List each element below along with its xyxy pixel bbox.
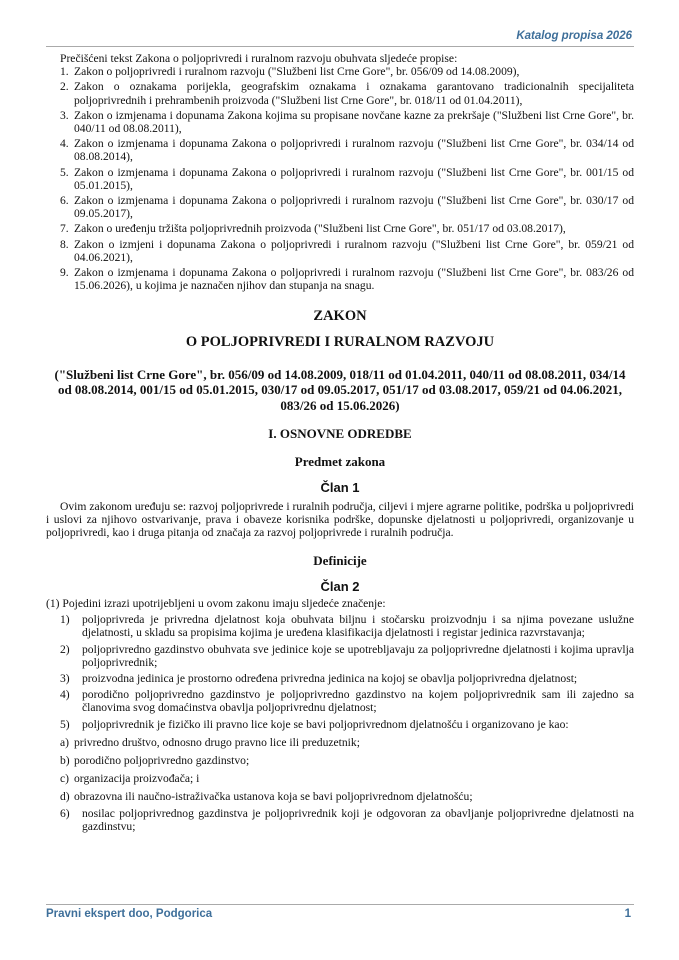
amendment-item-text: Zakon o izmjenama i dopunama Zakona o poljoprivredi i ruralnom razvoju ("Službeni list Crne Gore", br. 030/17 od 09.05.2017), xyxy=(74,194,634,221)
definition-item xyxy=(46,643,634,669)
definition-item-number: 6) xyxy=(60,806,70,820)
page-header xyxy=(46,30,634,47)
footer-divider xyxy=(46,904,634,905)
page-number: 1 xyxy=(624,908,631,920)
amendment-item-number: 9. xyxy=(60,266,69,280)
definition-item-text: proizvodna jedinica je prostorno određena privredna jedinica na kojoj se obavlja poljoprivredna djelatnost; xyxy=(82,672,578,685)
amendment-item xyxy=(46,166,634,192)
sub-item xyxy=(46,736,634,749)
definition-item-text: nosilac poljoprivrednog gazdinstva je poljoprivrednik koji je odgovoran za obavljanje poljoprivredne djelatnosti na gazdinstvu; xyxy=(82,806,634,833)
sub-item-number: d) xyxy=(60,790,70,804)
definition-item-text: poljoprivrednik je fizičko ili pravno lice koje se bavi poljoprivrednom djelatnošću i organizovano je kao: xyxy=(82,717,569,731)
definition-item xyxy=(46,672,634,685)
article-1-text: Ovim zakonom uređuju se: razvoj poljoprivrede i ruralnih područja, ciljevi i mjere agrarne politike, podrška u poljoprivredi i uslovi za njihovo ostvarivanje, prava i obaveze korisnika podrške, dopunske djelatnosti u poljoprivredi, organizovanje u poljoprivredi, kao i druga pitanja od značaja za razvoj poljoprivrede i ruralnih područja. xyxy=(46,499,634,540)
amendment-item xyxy=(46,222,634,235)
amendment-item-number: 8. xyxy=(60,237,69,251)
definition-item-text: poljoprivredno gazdinstvo obuhvata sve jedinice koje se upotrebljavaju za poljoprivredne djelatnosti i kojima upravlja poljoprivrednik; xyxy=(82,642,634,669)
amendment-item-number: 2. xyxy=(60,80,69,94)
sub-item-list xyxy=(46,736,634,804)
amendment-item-text: Zakon o oznakama porijekla, geografskim oznakama i oznakama garantovano tradicionalnih specijaliteta poljoprivrednih i prehrambenih proizvoda ("Službeni list Crne Gore", br. 018/11 od 01.04.2011), xyxy=(74,80,634,107)
amendment-item-number: 4. xyxy=(60,137,69,151)
law-title: O POLJOPRIVREDI I RURALNOM RAZVOJU xyxy=(185,333,495,350)
definition-item-number: 3) xyxy=(60,672,70,685)
amendment-item-text: Zakon o uređenju tržišta poljoprivrednih proizvoda ("Službeni list Crne Gore", br. 051/17 od 03.08.2017), xyxy=(74,222,566,236)
amendment-item-number: 7. xyxy=(60,222,69,236)
sub-item-text: organizacija proizvođača; i xyxy=(74,772,200,786)
definition-item xyxy=(46,613,634,639)
definition-item-number: 1) xyxy=(60,613,70,627)
amendment-list xyxy=(46,65,634,292)
amendment-item xyxy=(46,80,634,106)
definition-item xyxy=(46,688,634,714)
amendment-item xyxy=(46,65,634,78)
amendment-item xyxy=(46,238,634,264)
sub-item-number: b) xyxy=(60,754,70,768)
sub-item-text: obrazovna ili naučno-istraživačka ustanova koja se bavi poljoprivrednom djelatnošću; xyxy=(74,790,473,804)
definition-list-continued xyxy=(46,807,634,833)
sub-item-text: porodično poljoprivredno gazdinstvo; xyxy=(74,754,250,768)
definition-item-number: 5) xyxy=(60,717,70,731)
law-label: ZAKON xyxy=(313,308,367,325)
sub-item xyxy=(46,772,634,785)
amendment-item xyxy=(46,109,634,135)
sub-item-text: privredno društvo, odnosno drugo pravno lice ili preduzetnik; xyxy=(74,735,360,749)
section-heading: I. OSNOVNE ODREDBE xyxy=(268,426,412,442)
amendment-item-text: Zakon o izmjenama i dopunama Zakona kojima su propisane novčane kazne za prekršaje ("Službeni list Crne Gore", br. 040/11 od 08.08.2011), xyxy=(74,108,634,136)
article-2-label: Član 2 xyxy=(320,578,360,594)
catalog-title: Katalog propisa 2026 xyxy=(516,30,632,42)
document-body xyxy=(46,52,634,833)
amendment-item xyxy=(46,194,634,220)
amendment-item-number: 5. xyxy=(60,165,69,179)
article-2-intro: (1) Pojedini izrazi upotrijebljeni u ovom zakonu imaju sljedeće značenje: xyxy=(46,596,386,610)
definitions-heading: Definicije xyxy=(313,552,367,568)
gazette-reference: ("Službeni list Crne Gore", br. 056/09 od 14.08.2009, 018/11 od 01.04.2011, 040/11 od 08.08.2011, 034/14 od 08.08.2014, 001/15 od 05.01.2015, 030/17 od 09.05.2017, 051/17 od 03.08.2017, 059/21 od 04.06.2021, 083/26 od 15.06.2026) xyxy=(54,366,626,413)
amendment-item-text: Zakon o izmjenama i dopunama Zakona o poljoprivredi i ruralnom razvoju ("Službeni list Crne Gore", br. 083/26 od 15.06.2026), u kojima je naznačen njihov dan stupanja na snagu. xyxy=(74,266,634,293)
amendment-item-text: Zakon o poljoprivredi i ruralnom razvoju ("Službeni list Crne Gore", br. 056/09 od 14.08.2009), xyxy=(74,65,520,79)
intro-text: Prečišćeni tekst Zakona o poljoprivredi i ruralnom razvoju obuhvata sljedeće propise: xyxy=(60,52,458,65)
article-1-label: Član 1 xyxy=(320,479,360,495)
amendment-item-number: 6. xyxy=(60,194,69,208)
amendment-item-text: Zakon o izmjenama i dopunama Zakona o poljoprivredi i ruralnom razvoju ("Službeni list Crne Gore", br. 034/14 od 08.08.2014), xyxy=(74,137,634,164)
footer-publisher: Pravni ekspert doo, Podgorica xyxy=(46,908,213,920)
definition-item xyxy=(46,807,634,833)
sub-item-number: a) xyxy=(60,735,70,749)
amendment-item-text: Zakon o izmjeni i dopunama Zakona o poljoprivredi i ruralnom razvoju ("Službeni list Crne Gore", br. 059/21 od 04.06.2021), xyxy=(74,237,634,264)
definition-list xyxy=(46,613,634,731)
amendment-item xyxy=(46,137,634,163)
definition-item-text: poljoprivreda je privredna djelatnost koja obuhvata biljnu i stočarsku proizvodnju i sa njima povezane uslužne djelatnosti, u skladu sa propisima kojima je uređena klasifikacija djelatnosti i registar jedinica razvrstavanja; xyxy=(82,613,634,640)
amendment-item-number: 3. xyxy=(60,108,69,122)
definition-item-text: porodično poljoprivredno gazdinstvo je poljoprivredno gazdinstvo na kojem poljoprivrednik sam ili zajedno sa članovima svog domaćinstva obavlja poljoprivrednu djelatnost; xyxy=(82,688,634,715)
amendment-item xyxy=(46,266,634,292)
sub-item xyxy=(46,790,634,803)
amendment-item-text: Zakon o izmjenama i dopunama Zakona o poljoprivredi i ruralnom razvoju ("Službeni list Crne Gore", br. 001/15 od 05.01.2015), xyxy=(74,165,634,192)
definition-item-number: 4) xyxy=(60,688,70,702)
sub-item xyxy=(46,754,634,767)
sub-item-number: c) xyxy=(60,772,70,786)
definition-item xyxy=(46,718,634,731)
subject-heading: Predmet zakona xyxy=(294,453,386,469)
definition-item-number: 2) xyxy=(60,642,70,656)
amendment-item-number: 1. xyxy=(60,65,69,79)
